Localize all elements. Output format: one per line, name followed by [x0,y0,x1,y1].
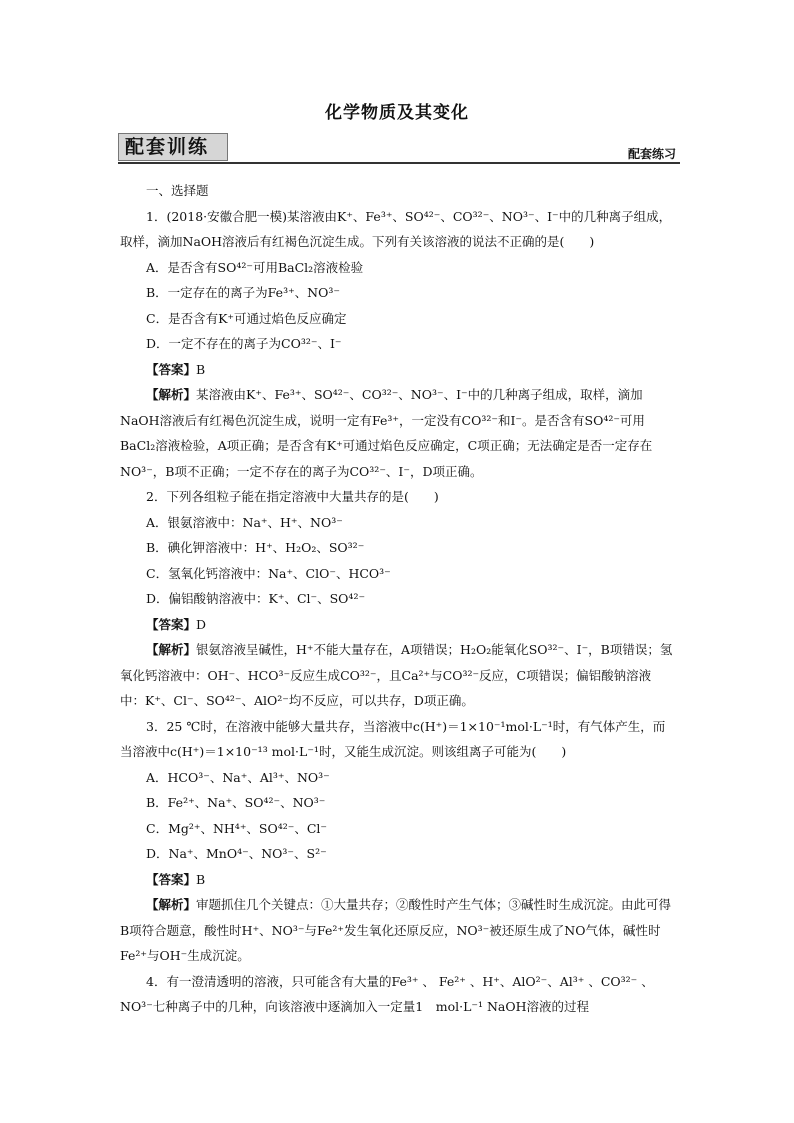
question-1-analysis [120,382,676,484]
question-3-analysis [120,892,676,969]
analysis-label: 【解析】 [146,897,197,912]
question-3-answer [120,867,676,893]
question-4-stem: 4．有一澄清透明的溶液，只可能含有大量的Fe³⁺ 、 Fe²⁺ 、H⁺、AlO²⁻、Al³⁺ 、CO³²⁻ 、NO³⁻七种离子中的几种，向该溶液中逐滴加入一定量1 mol·L⁻¹ NaOH溶液的过程 [120,973,654,1014]
section-banner [118,133,680,167]
banner-label: 配套训练 [118,133,228,161]
analysis-text: 银氨溶液呈碱性，H⁺不能大量存在，A项错误；H₂O₂能氧化SO³²⁻、I⁻，B项错误；氢氧化钙溶液中：OH⁻、HCO³⁻反应生成CO³²⁻，且Ca²⁺与CO³²⁻反应，C项错误；偏铝酸钠溶液中：K⁺、Cl⁻、SO⁴²⁻、AlO²⁻均不反应，可以共存，D项正确。 [120,642,673,708]
section-heading: 一、选择题 [146,183,209,198]
answer-value: D [196,616,207,632]
page-title: 化学物质及其变化 [325,103,469,123]
question-2-option-a: A．银氨溶液中：Na⁺、H⁺、NO³⁻ [146,514,343,530]
question-1-option-c: C．是否含有K⁺可通过焰色反应确定 [146,310,347,326]
question-1-option-b: B．一定存在的离子为Fe³⁺、NO³⁻ [146,285,340,300]
question-2-option-c: C．氢氧化钙溶液中：Na⁺、ClO⁻、HCO³⁻ [146,565,391,581]
question-3-option-a: A．HCO³⁻、Na⁺、Al³⁺、NO³⁻ [146,769,330,785]
question-2-analysis [120,637,676,714]
answer-value: B [196,361,206,377]
analysis-text: 某溶液由K⁺、Fe³⁺、SO⁴²⁻、CO³²⁻、NO³⁻、I⁻中的几种离子组成，取样，滴加NaOH溶液后有红褐色沉淀生成，说明一定有Fe³⁺，一定没有CO³²⁻和I⁻。是否含有SO⁴²⁻可用BaCl₂溶液检验，A项正确；是否含有K⁺可通过焰色反应确定，C项正确；无法确定是否一定存在NO³⁻，B项不正确；一定不存在的离子为CO³²⁻、I⁻，D项正确。 [120,387,653,479]
question-2-stem: 2．下列各组粒子能在指定溶液中大量共存的是( ) [146,489,439,504]
question-3-option-b: B．Fe²⁺、Na⁺、SO⁴²⁻、NO³⁻ [146,795,326,810]
analysis-label: 【解析】 [146,642,197,657]
answer-value: B [196,871,206,887]
answer-label: 【答案】 [146,616,197,632]
question-3-option-d: D．Na⁺、MnO⁴⁻、NO³⁻、S²⁻ [146,846,327,861]
banner-rule [118,162,680,164]
question-2-option-d: D．偏铝酸钠溶液中：K⁺、Cl⁻、SO⁴²⁻ [146,591,366,606]
question-2-option-b: B．碘化钾溶液中：H⁺、H₂O₂、SO³²⁻ [146,540,365,555]
document-body [120,178,676,1020]
question-3-stem: 3．25 ℃时，在溶液中能够大量共存，当溶液中c(H⁺)＝1×10⁻¹mol·L⁻¹时，有气体产生，而当溶液中c(H⁺)＝1×10⁻¹³ mol·L⁻¹时，又能生成沉淀。则该组离子可能为( ) [120,718,666,759]
question-1-answer [120,357,676,383]
question-1-option-d: D．一定不存在的离子为CO³²⁻、I⁻ [146,336,342,351]
question-1-stem: 1．(2018·安徽合肥一模)某溶液由K⁺、Fe³⁺、SO⁴²⁻、CO³²⁻、NO³⁻、I⁻中的几种离子组成，取样，滴加NaOH溶液后有红褐色沉淀生成。下列有关该溶液的说法不正确的是( ) [120,208,672,249]
question-1-option-a: A．是否含有SO⁴²⁻可用BaCl₂溶液检验 [146,259,364,275]
analysis-text: 审题抓住几个关键点：①大量共存；②酸性时产生气体；③碱性时生成沉淀。由此可得B项符合题意，酸性时H⁺、NO³⁻与Fe²⁺发生氧化还原反应，NO³⁻被还原生成了NO气体，碱性时Fe²⁺与OH⁻生成沉淀。 [120,897,672,963]
banner-right-label: 配套练习 [627,147,676,161]
answer-label: 【答案】 [146,871,197,887]
question-3-option-c: C．Mg²⁺、NH⁴⁺、SO⁴²⁻、Cl⁻ [146,820,328,836]
question-2-answer [120,612,676,638]
analysis-label: 【解析】 [146,387,197,402]
answer-label: 【答案】 [146,361,197,377]
